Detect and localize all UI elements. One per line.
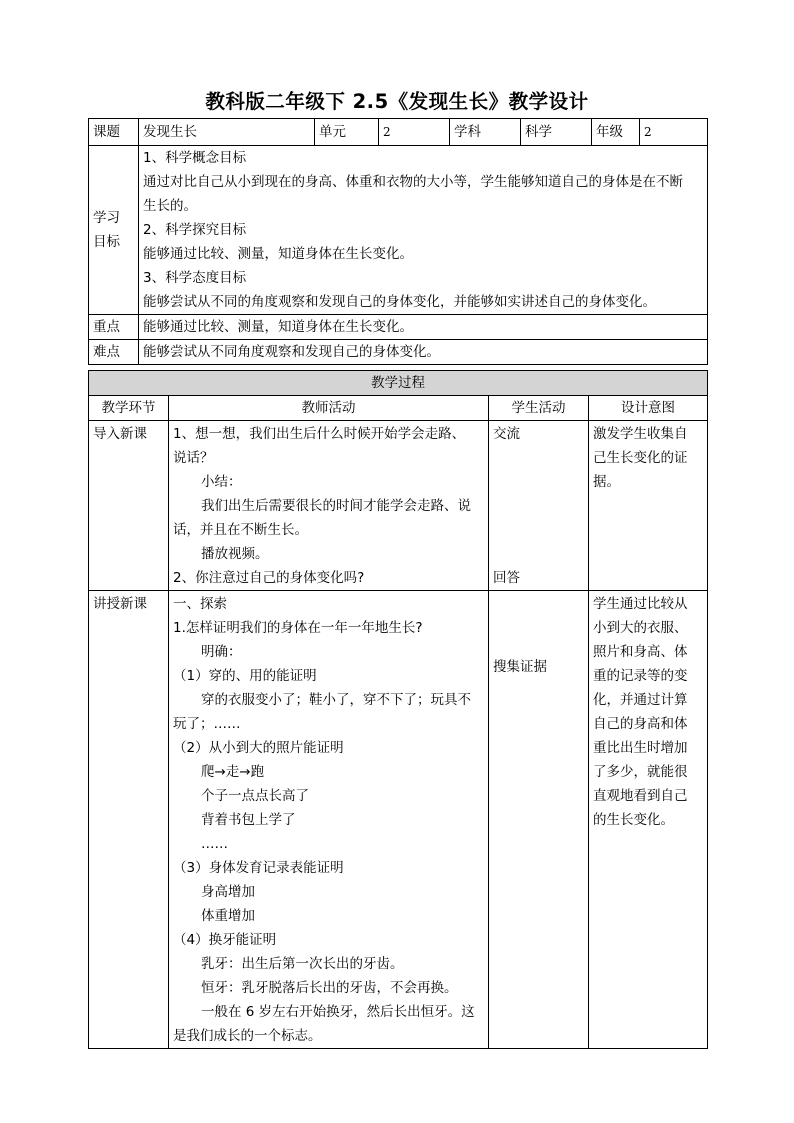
goal-line: 能够尝试从不同的角度观察和发现自己的身体变化，并能够如实讲述自己的身体变化。	[143, 294, 656, 310]
subject-label: 学科	[450, 119, 521, 146]
stage-cell: 导入新课	[89, 421, 169, 591]
teacher-line: 穿的衣服变小了；鞋小了，穿不下了；玩具不	[201, 692, 471, 708]
intent-cell	[589, 591, 708, 1049]
student-activity: 回答	[493, 570, 520, 586]
unit-value: 2	[379, 119, 450, 146]
teacher-line: 一般在 6 岁左右开始换牙，然后长出恒牙。这	[201, 1004, 475, 1020]
column-header: 教学环节	[89, 396, 169, 421]
intent-line: 直观地看到自己	[593, 788, 688, 804]
student-cell	[489, 591, 589, 1049]
goal-line: 1、科学概念目标	[143, 150, 247, 166]
goals-content	[139, 146, 708, 315]
intent-line: 学生通过比较从	[593, 596, 688, 612]
student-activity: 搜集证据	[493, 659, 547, 675]
goal-line: 能够通过比较、测量，知道身体在生长变化。	[143, 246, 413, 262]
intent-line: 化，并通过计算	[593, 692, 688, 708]
intent-line: 照片和身高、体	[593, 644, 688, 660]
teacher-line: 玩了；……	[173, 716, 241, 732]
teacher-line: 是我们成长的一个标志。	[173, 1028, 322, 1044]
intent-line: 了多少，就能很	[593, 764, 688, 780]
teacher-line: 1、想一想，我们出生后什么时候开始学会走路、	[173, 426, 466, 442]
teacher-line: （3）身体发育记录表能证明	[173, 860, 344, 876]
teacher-line: 背着书包上学了	[201, 812, 296, 828]
process-table	[88, 370, 708, 1049]
teacher-line: 2、你注意过自己的身体变化吗?	[173, 570, 365, 586]
teacher-line: 体重增加	[201, 908, 255, 924]
column-header: 学生活动	[489, 396, 589, 421]
goal-line: 2、科学探究目标	[143, 222, 247, 238]
goal-line: 通过对比自己从小到现在的身高、体重和衣物的大小等，学生能够知道自己的身体是在不断	[143, 174, 683, 190]
goal-line: 生长的。	[143, 198, 197, 214]
goals-label-text: 学习目标	[93, 210, 120, 250]
document-title: 教科版二年级下 2.5《发现生长》教学设计	[205, 90, 589, 113]
teacher-line: 话，并且在不断生长。	[173, 522, 308, 538]
goals-label	[89, 146, 139, 315]
unit-label: 单元	[315, 119, 379, 146]
teacher-line: 一、探索	[173, 596, 227, 612]
intent-line: 小到大的衣服、	[593, 620, 688, 636]
teacher-line: 播放视频。	[201, 546, 269, 562]
table-row	[89, 591, 708, 1049]
column-header: 设计意图	[589, 396, 708, 421]
intent-cell	[589, 421, 708, 591]
teacher-line: 小结：	[201, 474, 242, 490]
teacher-line: 说话？	[173, 450, 214, 466]
intent-line: 重的记录等的变	[593, 668, 688, 684]
subject-value: 科学	[521, 119, 592, 146]
intent-line: 重比出生时增加	[593, 740, 688, 756]
goal-line: 3、科学态度目标	[143, 270, 247, 286]
process-header: 教学过程	[89, 371, 708, 396]
teacher-line: 乳牙：出生后第一次长出的牙齿。	[201, 956, 404, 972]
teacher-line: （1）穿的、用的能证明	[173, 668, 317, 684]
student-activity: 交流	[493, 426, 520, 442]
teacher-line: （2）从小到大的照片能证明	[173, 740, 344, 756]
difficulty-text: 能够尝试从不同角度观察和发现自己的身体变化。	[139, 340, 708, 365]
intent-line: 据。	[593, 474, 620, 490]
teacher-line: 个子一点点长高了	[201, 788, 309, 804]
column-header: 教师活动	[169, 396, 489, 421]
info-table	[88, 118, 708, 365]
teacher-line: （4）换牙能证明	[173, 932, 277, 948]
teacher-line: 明确：	[201, 644, 242, 660]
intent-line: 自己的身高和体	[593, 716, 688, 732]
intent-line: 激发学生收集自	[593, 426, 688, 442]
teacher-cell	[169, 591, 489, 1049]
teacher-line: 我们出生后需要很长的时间才能学会走路、说	[201, 498, 471, 514]
lesson-value: 发现生长	[139, 119, 315, 146]
teacher-line: 爬→走→跑	[201, 764, 265, 780]
difficulty-label: 难点	[89, 340, 139, 365]
intent-line: 的生长变化。	[593, 812, 674, 828]
spacer	[493, 592, 584, 655]
teacher-line: 1.怎样证明我们的身体在一年一年地生长?	[173, 620, 423, 636]
teacher-line: 恒牙：乳牙脱落后长出的牙齿，不会再换。	[201, 980, 458, 996]
intent-line: 己生长变化的证	[593, 450, 688, 466]
lesson-label: 课题	[89, 119, 139, 146]
stage-cell: 讲授新课	[89, 591, 169, 1049]
teacher-line: ……	[201, 836, 228, 852]
key-point-label: 重点	[89, 315, 139, 340]
grade-value: 2	[640, 119, 708, 146]
teacher-cell	[169, 421, 489, 591]
teacher-line: 身高增加	[201, 884, 255, 900]
grade-label: 年级	[592, 119, 640, 146]
student-cell	[489, 421, 589, 591]
key-point-text: 能够通过比较、测量，知道身体在生长变化。	[139, 315, 708, 340]
table-row	[89, 421, 708, 591]
spacer	[493, 446, 584, 566]
